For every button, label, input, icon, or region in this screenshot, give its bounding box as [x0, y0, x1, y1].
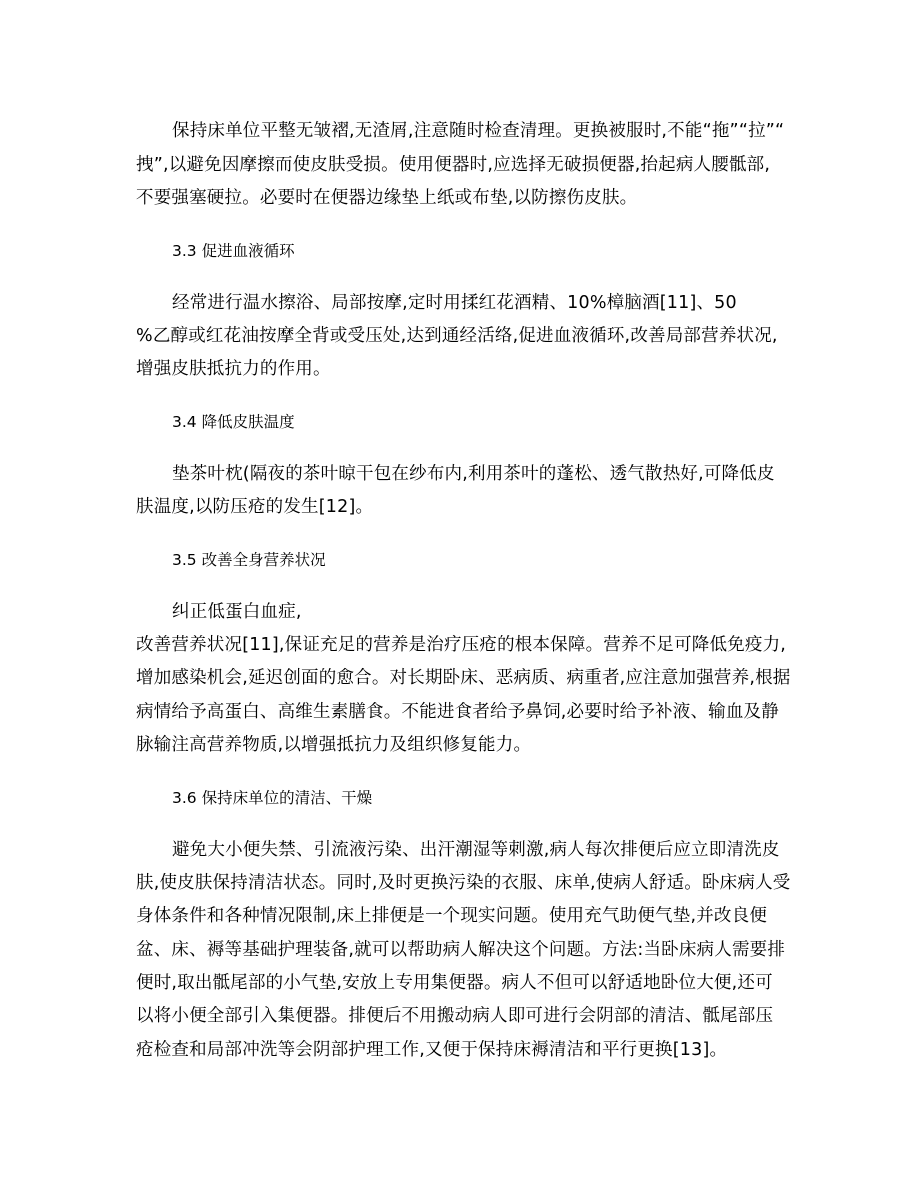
paragraph-line: 便时,取出骶尾部的小气垫,安放上专用集便器。病人不但可以舒适地卧位大便,还可 [136, 973, 773, 993]
paragraph-line: 增强皮肤抵抗力的作用。 [136, 359, 331, 379]
paragraph-line: 拽”,以避免因摩擦而使皮肤受损。使用便器时,应选择无破损便器,抬起病人腰骶部, [136, 155, 771, 175]
section-heading-3-5: 3.5 改善全身营养状况 [172, 551, 326, 569]
section-heading-3-6: 3.6 保持床单位的清洁、干燥 [172, 789, 373, 807]
paragraph-line: 保持床单位平整无皱褶,无渣屑,注意随时检查清理。更换被服时,不能“拖”“拉”“ [172, 121, 785, 141]
paragraph-line: 身体条件和各种情况限制,床上排便是一个现实问题。使用充气助便气垫,并改良便 [136, 906, 768, 926]
paragraph-line: 增加感染机会,延迟创面的愈合。对长期卧床、恶病质、病重者,应注意加强营养,根据 [136, 668, 791, 688]
section-heading-3-4: 3.4 降低皮肤温度 [172, 413, 295, 431]
paragraph-line: 以将小便全部引入集便器。排便后不用搬动病人即可进行会阴部的清洁、骶尾部压 [136, 1006, 774, 1026]
paragraph-line: 经常进行温水擦浴、局部按摩,定时用揉红花酒精、10%樟脑酒[11]、50 [172, 293, 737, 313]
paragraph-line: 不要强塞硬拉。必要时在便器边缘垫上纸或布垫,以防擦伤皮肤。 [136, 188, 638, 208]
paragraph-line: 垫茶叶枕(隔夜的茶叶晾干包在纱布内,利用茶叶的蓬松、透气散热好,可降低皮 [172, 464, 775, 484]
paragraph-line: %乙醇或红花油按摩全背或受压处,达到通经活络,促进血液循环,改善局部营养状况, [136, 326, 778, 346]
paragraph-line: 盆、床、褥等基础护理装备,就可以帮助病人解决这个问题。方法:当卧床病人需要排 [136, 940, 786, 960]
section-heading-3-3: 3.3 促进血液循环 [172, 242, 295, 260]
paragraph-line: 纠正低蛋白血症, [172, 602, 302, 622]
paragraph-line: 脉输注高营养物质,以增强抵抗力及组织修复能力。 [136, 735, 532, 755]
paragraph-line: 肤,使皮肤保持清洁状态。同时,及时更换污染的衣服、床单,使病人舒适。卧床病人受 [136, 873, 791, 893]
paragraph-line: 疮检查和局部冲洗等会阴部护理工作,又便于保持床褥清洁和平行更换[13]。 [136, 1040, 728, 1060]
paragraph-line: 改善营养状况[11],保证充足的营养是治疗压疮的根本保障。营养不足可降低免疫力, [136, 635, 787, 655]
paragraph-line: 肤温度,以防压疮的发生[12]。 [136, 497, 374, 517]
paragraph-line: 病情给予高蛋白、高维生素膳食。不能进食者给予鼻饲,必要时给予补液、输血及静 [136, 702, 779, 722]
paragraph-line: 避免大小便失禁、引流液污染、出汗潮湿等刺激,病人每次排便后应立即清洗皮 [172, 840, 780, 860]
